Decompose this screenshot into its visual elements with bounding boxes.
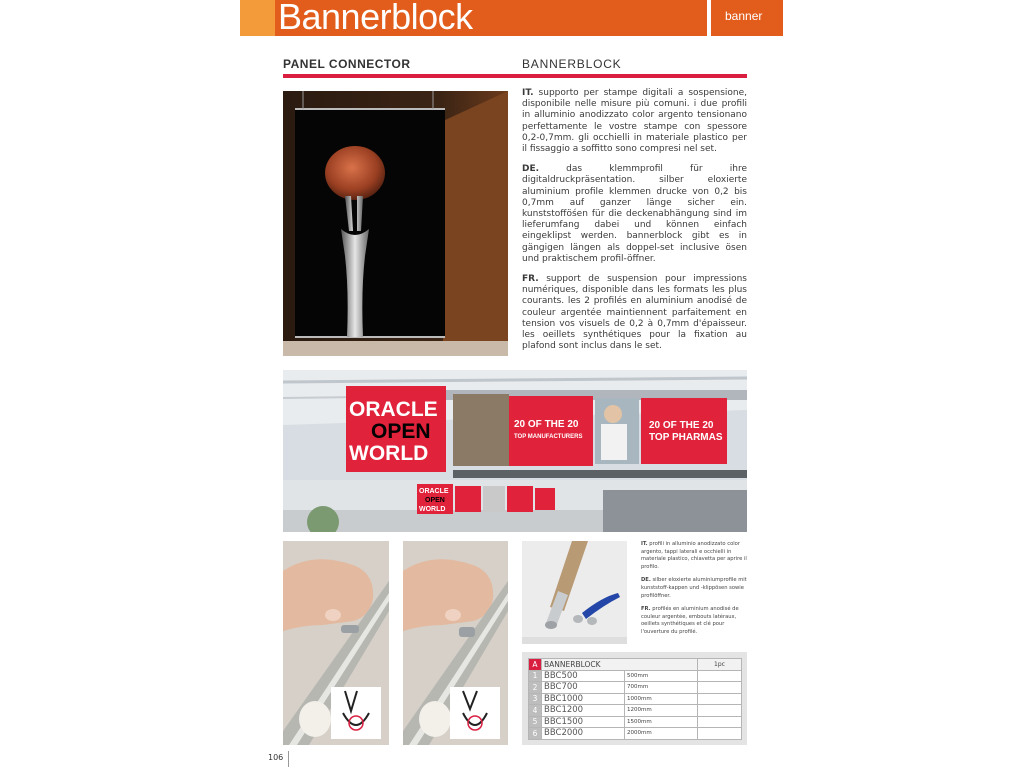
accessories-de: DE. silber eloxierte aluminiumprofile mit kunststoff-kappen und -klippösen sowie profilöffner. — [641, 577, 747, 599]
product-photo-parts — [522, 541, 627, 644]
svg-text:ORACLE: ORACLE — [349, 398, 438, 421]
accessories-it: IT. profili in alluminio anodizzato color argento, tappi laterali e occhielli in materiale plastico, chiavetta per aprire il profilo. — [641, 541, 747, 570]
description-de: DE. das klemmprofil für ihre digitaldruckpräsentation. silber eloxierte aluminium profile klemmen drucke von 0,2 bis 0,7mm auf ganzer länge sicher ein. kunststofföśen für die deckenabhängung sind im lieferumfang dabei und können einfach eingeklipst werden. bannerblock gibt es in gängigen längen als doppel-set inclusive ösen und praktischem profil-öffner. — [522, 164, 747, 264]
table-row: 5 BBC1500 1500mm — [529, 716, 742, 728]
banner-oracle-small — [417, 484, 453, 514]
header-bar — [240, 0, 707, 36]
table-row: 1 BBC500 500mm — [529, 670, 742, 682]
table-header-letter: A — [529, 659, 542, 671]
product-photo-fork — [283, 91, 508, 356]
page-number-divider — [288, 751, 289, 767]
description-fr: FR. support de suspension pour impressions numériques, disponible dans les formats les plus courants. les 2 profilés en aluminium anodisé de couleur argentée maintiennent parfaitement en tension vos visuels de 0,2 à 0,7mm d'épaisseur. les oeillets synthétiques pour la fixation au plafond sont inclus dans le set. — [522, 274, 747, 352]
table-row: 6 BBC2000 2000mm — [529, 728, 742, 740]
table-row: 4 BBC1200 1200mm — [529, 705, 742, 717]
svg-text:WORLD: WORLD — [419, 506, 446, 513]
detail-photo-clip-1 — [283, 541, 389, 745]
section-title-right: BANNERBLOCK — [522, 57, 622, 71]
section-divider — [283, 74, 747, 78]
category-tab — [711, 0, 783, 36]
svg-text:ORACLE: ORACLE — [419, 488, 449, 495]
table-header-name: BANNERBLOCK — [542, 659, 698, 671]
description-it: IT. supporto per stampe digitali a sospensione, disponibile nelle misure più comuni. i due profili in alluminio anodizzato color argento tensionano perfettamente le vostre stampe con spessore 0,2-0,7mm. gli occhielli in materiale plastico per il fissaggio a soffitto sono compresi nel set. — [522, 88, 747, 155]
banner-oracle — [346, 386, 446, 472]
table-header-row — [529, 659, 742, 671]
section-title-left: PANEL CONNECTOR — [283, 57, 411, 71]
header-notch — [240, 0, 275, 36]
page-title: Bannerblock — [278, 0, 473, 37]
spec-table — [528, 658, 742, 740]
table-header-qty: 1pc — [698, 659, 742, 671]
svg-text:OPEN: OPEN — [371, 420, 431, 443]
page-number: 106 — [268, 753, 284, 762]
product-photo-banners — [283, 370, 747, 532]
banner-pharmas — [641, 398, 727, 464]
accessories-text — [641, 541, 747, 643]
category-label: banner — [725, 9, 763, 23]
svg-text:20 OF THE 20: 20 OF THE 20 — [514, 419, 579, 430]
svg-text:20 OF THE 20: 20 OF THE 20 — [649, 420, 714, 431]
description-text — [522, 88, 747, 361]
detail-photo-clip-2 — [403, 541, 508, 745]
svg-text:TOP PHARMAS: TOP PHARMAS — [649, 432, 723, 443]
svg-text:WORLD: WORLD — [349, 442, 429, 465]
svg-text:OPEN: OPEN — [425, 497, 445, 504]
table-row: 3 BBC1000 1000mm — [529, 693, 742, 705]
banner-manufacturers — [509, 396, 593, 466]
table-row: 2 BBC700 700mm — [529, 682, 742, 694]
accessories-fr: FR. profilés en aluminium anodisé de couleur argentée, embouts latéraux, oeillets synthétiques et clé pour l'ouverture du profilé. — [641, 606, 739, 635]
svg-text:TOP MANUFACTURERS: TOP MANUFACTURERS — [514, 434, 583, 440]
